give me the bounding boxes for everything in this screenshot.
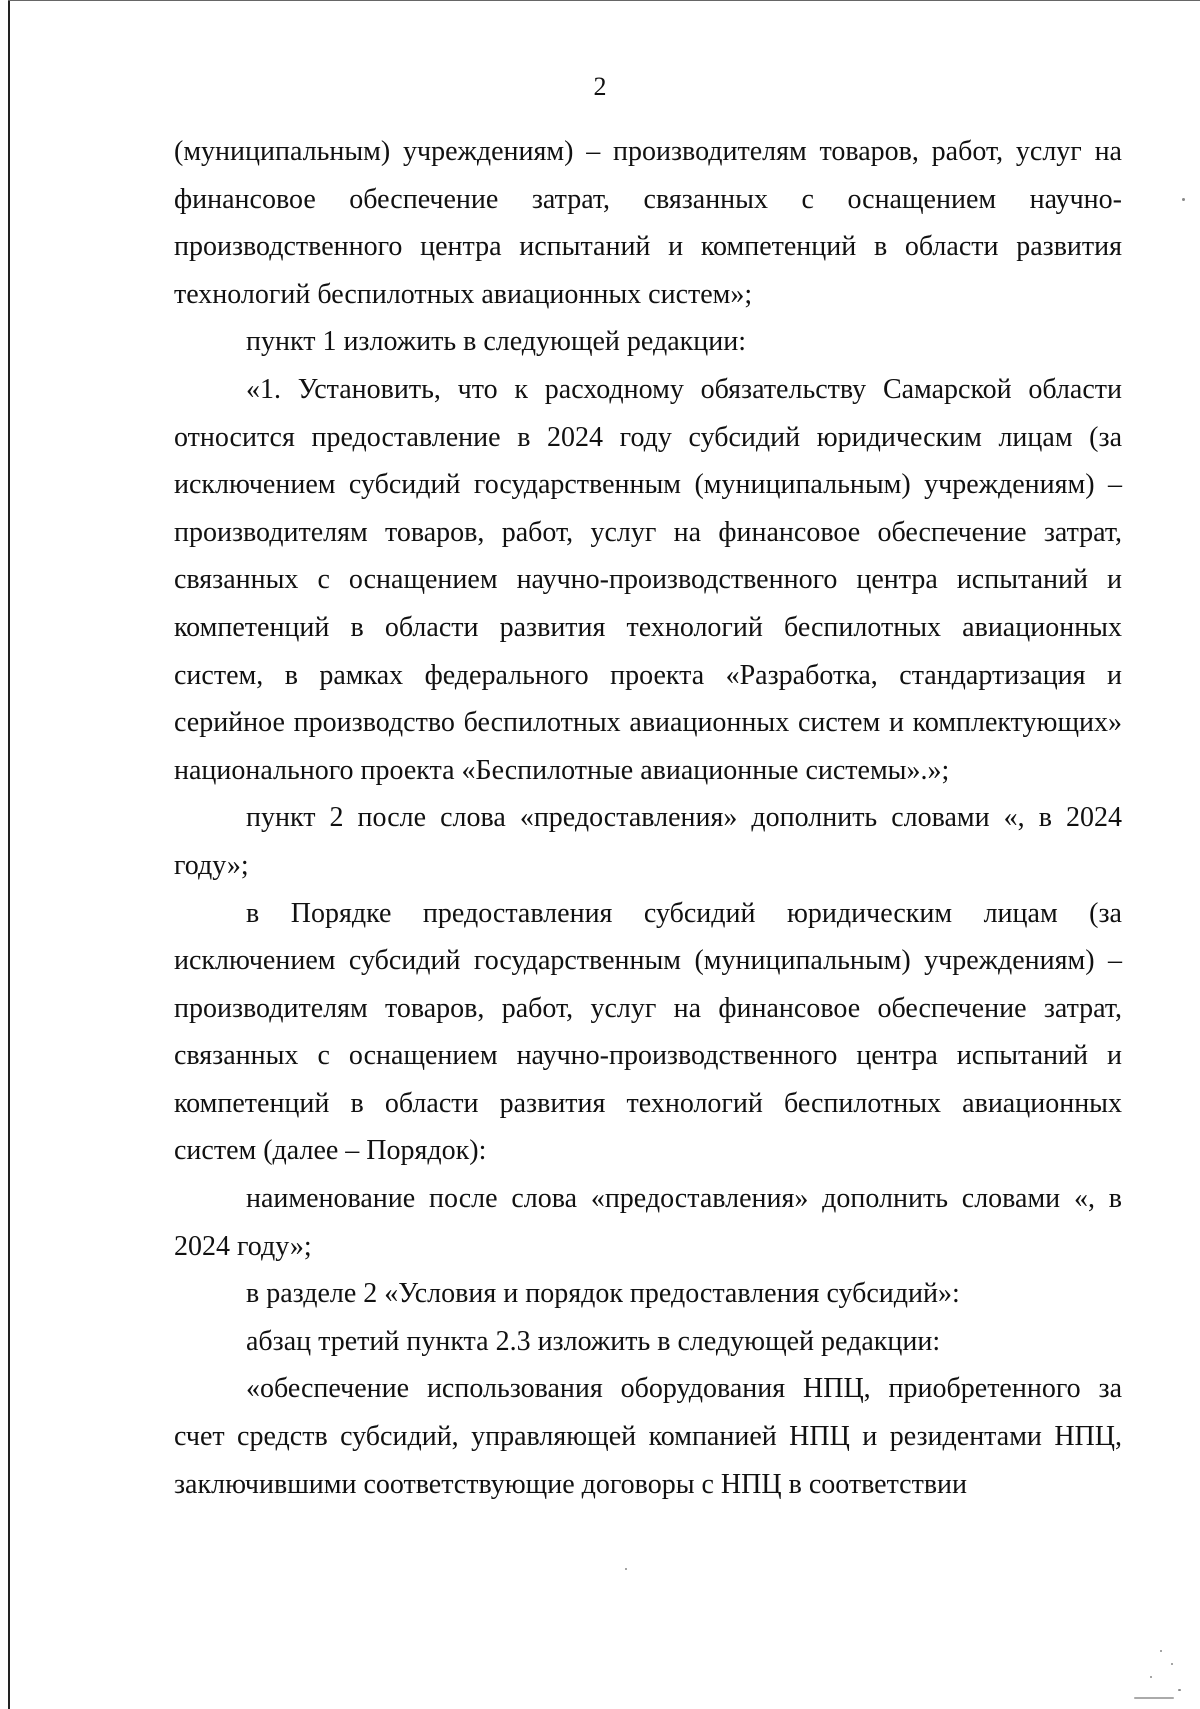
scan-speck [625,1568,627,1570]
paragraph: в разделе 2 «Условия и порядок предоставления субсидий»: [246,1278,960,1310]
scan-speck [1134,1697,1174,1699]
paragraph: абзац третий пункта 2.3 изложить в следующей редакции: [246,1325,941,1357]
scan-speck [1160,1650,1162,1652]
paragraph: «1. Установить, что к расходному обязательству Самарской области относится предоставление в 2024 году субсидий юридическим лицам (за исключением субсидий государственным (муниципальным) учреждениям) – производителям товаров, работ, услуг на финансовое обеспечение затрат, связанных с оснащением научно-производственного центра испытаний и компетенций в области развития технологий беспилотных авиационных систем, в рамках федерального проекта «Разработка, стандартизация и серийное производство беспилотных авиационных систем и комплектующих» национального проекта «Беспилотные авиационные системы».»; [174,373,1122,786]
paragraph: наименование после слова «предоставления» дополнить словами «, в 2024 году»; [174,1183,1122,1262]
scan-speck [1178,1689,1181,1691]
paragraph-continuation: (муниципальным) учреждениям) – производителям товаров, работ, услуг на финансовое обеспечение затрат, связанных с оснащением научно-производственного центра испытаний и компетенций в области развития технологий беспилотных авиационных систем»; [174,136,1122,310]
paragraph: пункт 1 изложить в следующей редакции: [246,326,746,358]
page-number: 2 [593,72,607,101]
paragraph: в Порядке предоставления субсидий юридическим лицам (за исключением субсидий государственным (муниципальным) учреждениям) – производителям товаров, работ, услуг на финансовое обеспечение затрат, связанных с оснащением научно-производственного центра испытаний и компетенций в области развития технологий беспилотных авиационных систем (далее – Порядок): [174,897,1122,1167]
document-body [174,128,1122,1508]
scan-speck [1182,198,1185,201]
scan-border-top [8,0,1200,1]
scan-speck [1150,1676,1152,1678]
paragraph: пункт 2 после слова «предоставления» дополнить словами «, в 2024 году»; [174,802,1122,881]
scan-border-left [8,0,10,1709]
paragraph: «обеспечение использования оборудования НПЦ, приобретенного за счет средств субсидий, управляющей компанией НПЦ и резидентами НПЦ, заключившими соответствующие договоры с НПЦ в соответствии [174,1373,1122,1500]
scan-speck [1171,1663,1173,1665]
